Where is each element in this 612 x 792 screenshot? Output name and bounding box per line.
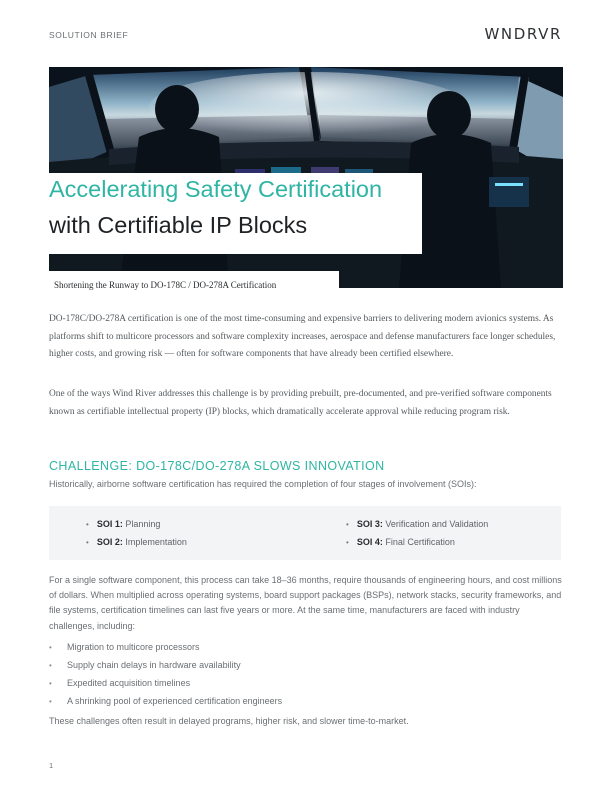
bullet-icon: • bbox=[49, 643, 52, 652]
challenge-intro: Historically, airborne software certification has required the completion of four stages of involvement (SOIs): bbox=[49, 479, 477, 489]
bullet-icon: • bbox=[49, 697, 52, 706]
bullet-icon: • bbox=[86, 520, 89, 529]
document-type-label: SOLUTION BRIEF bbox=[49, 30, 129, 40]
solution-paragraph: One of the ways Wind River addresses this challenge is by providing prebuilt, pre-documented, and pre-verified software components known as certifiable intellectual property (IP) blocks, which dramatically accelerate approval while reducing program risk. bbox=[49, 389, 552, 417]
bullet-icon: • bbox=[346, 538, 349, 547]
bullet-icon: • bbox=[49, 661, 52, 670]
wind-river-logo: WNDRVR bbox=[484, 25, 562, 43]
intro-paragraph: DO-178C/DO-278A certification is one of the most time-consuming and expensive barriers to delivering modern avionics systems. As platforms shift to multicore processors and software complexity increases, aerospace and defense manufacturers face longer schedules, higher costs, and growing risk — often for software components that have already been certified elsewhere. bbox=[49, 314, 556, 359]
soi-item: • SOI 1: Planning bbox=[86, 519, 161, 529]
soi-item: • SOI 4: Final Certification bbox=[346, 537, 455, 547]
list-item: • Expedited acquisition timelines bbox=[49, 678, 191, 688]
document-subtitle: Shortening the Runway to DO-178C / DO-278A Certification bbox=[54, 280, 277, 290]
list-item: • Supply chain delays in hardware availability bbox=[49, 660, 241, 670]
challenge-closing: These challenges often result in delayed programs, higher risk, and slower time-to-market. bbox=[49, 716, 409, 726]
list-item: • A shrinking pool of experienced certification engineers bbox=[49, 696, 283, 706]
list-item: • Migration to multicore processors bbox=[49, 642, 200, 652]
soi-item: • SOI 3: Verification and Validation bbox=[346, 519, 489, 529]
bullet-icon: • bbox=[49, 679, 52, 688]
soi-item: • SOI 2: Implementation bbox=[86, 537, 187, 547]
challenge-heading: CHALLENGE: DO-178C/DO-278A SLOWS INNOVATION bbox=[49, 459, 385, 473]
document-title-line-1: Accelerating Safety Certification bbox=[49, 176, 383, 202]
soi-list-panel bbox=[49, 506, 561, 560]
challenge-paragraph: For a single software component, this process can take 18–36 months, require thousands of engineering hours, and cost millions of dollars. When multiplied across operating systems, board support packages (BSPs), network stacks, security frameworks, and file systems, certification timelines can last five years or more. At the same time, manufacturers are faced with industry challenges, including: bbox=[49, 575, 562, 631]
document-title-line-2: with Certifiable IP Blocks bbox=[49, 212, 308, 238]
page-number: 1 bbox=[49, 761, 54, 770]
bullet-icon: • bbox=[346, 520, 349, 529]
challenge-bullet-list bbox=[49, 641, 282, 713]
bullet-icon: • bbox=[86, 538, 89, 547]
